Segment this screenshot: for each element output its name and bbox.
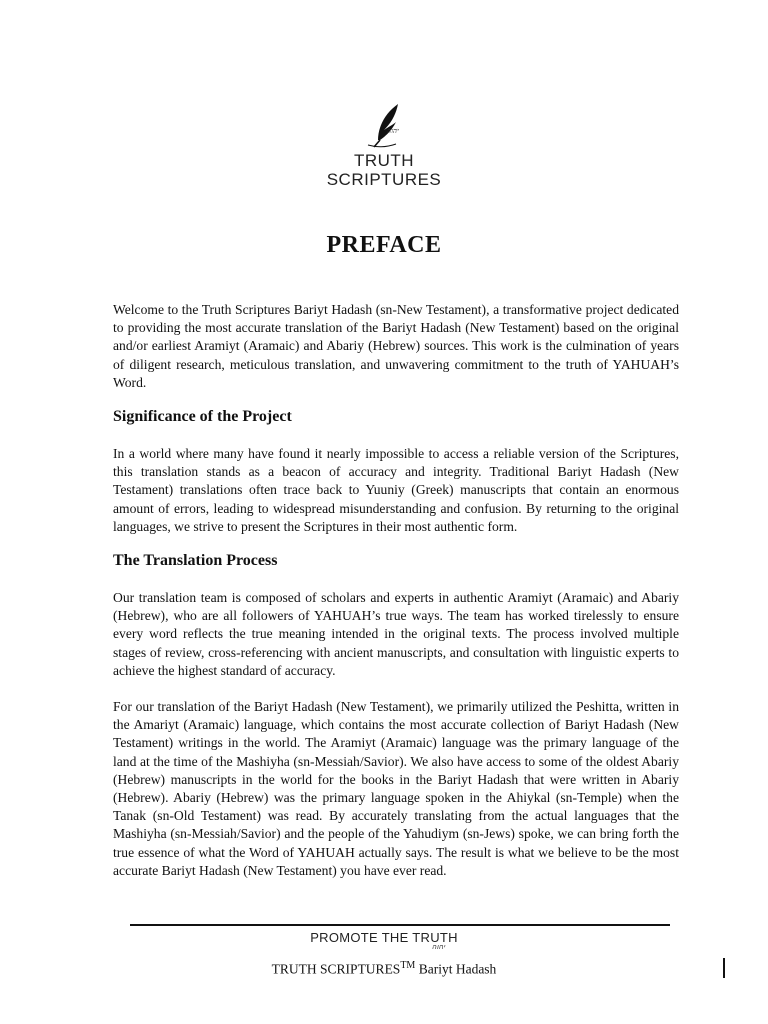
logo-signature: יהוה [387, 127, 399, 135]
text-cursor [723, 958, 725, 978]
page-title: PREFACE [326, 232, 442, 258]
footer-title-suffix: Bariyt Hadash [415, 961, 497, 977]
significance-paragraph: In a world where many have found it nearly impossible to access a reliable version of the Scriptures, this translation stands as a beacon of accuracy and integrity. Traditional Bariyt Hadash (New Testament) translations often trace back to Yuuniy (Greek) manuscripts that contain an enormous amount of errors, leading to widespread misunderstanding and confusion. By returning to the original languages, we strive to present the Scriptures in their most authentic form. [113, 446, 679, 534]
footer-brand-signature: יהוה [432, 944, 446, 951]
section-heading-significance: Significance of the Project [113, 408, 292, 426]
footer-title [0, 960, 768, 978]
translation-paragraph-2: For our translation of the Bariyt Hadash (New Testament), we primarily utilized the Peshitta, written in the Amariyt (Aramaic) language, which contains the most accurate collection of Bariyt Hadash (New Testament) writings in the world. The Aramiyt (Aramaic) language was the primary language of the land at the time of the Mashiyha (sn-Messiah/Savior). We also have access to some of the oldest Abariy (Hebrew) manuscripts in the world for the books in the Bariyt Hadash that were written in Abariy (Hebrew). Abariy (Hebrew) was the primary language spoken in the Ahiykal (sn-Temple) when the Tanak (sn-Old Testament) was read. By accurately translating from the actual languages that the Mashiyha (sn-Messiah/Savior) and the people of the Yahudiym (sn-Jews) spoke, we can bring forth the true essence of what the Word of YAHUAH actually says. The result is what we believe to be the most accurate Bariyt Hadash (New Testament) you have ever read. [113, 699, 679, 878]
logo-line-2: SCRIPTURES [326, 170, 442, 189]
quill-icon [354, 100, 414, 150]
footer-brand [0, 930, 768, 951]
footer-title-prefix: TRUTH SCRIPTURES [271, 961, 401, 977]
logo-line-1: TRUTH [353, 151, 415, 170]
intro-paragraph: Welcome to the Truth Scriptures Bariyt Hadash (sn-New Testament), a transformative project dedicated to providing the most accurate translation of the Bariyt Hadash (New Testament) based on the original and/or earliest Aramiyt (Aramaic) and Abariy (Hebrew) sources. This work is the culmination of years of diligent research, meticulous translation, and unwavering commitment to the truth of YAHUAH’s Word. [113, 302, 679, 390]
trademark-mark: TM [400, 960, 416, 971]
truth-scriptures-logo [0, 100, 768, 188]
footer-divider [130, 924, 670, 926]
section-heading-translation-process: The Translation Process [113, 552, 278, 570]
translation-paragraph-1: Our translation team is composed of scholars and experts in authentic Aramiyt (Aramaic) and Abariy (Hebrew), who are all followers of YAHUAH’s true ways. The team has worked tirelessly to ensure every word reflects the true meaning intended in the original texts. The process involved multiple stages of review, cross-referencing with ancient manuscripts, and consultation with linguistic experts to achieve the highest standard of accuracy. [113, 590, 679, 678]
footer-brand-text: PROMOTE THE TRUTH [310, 930, 458, 945]
preface-body [113, 301, 679, 880]
